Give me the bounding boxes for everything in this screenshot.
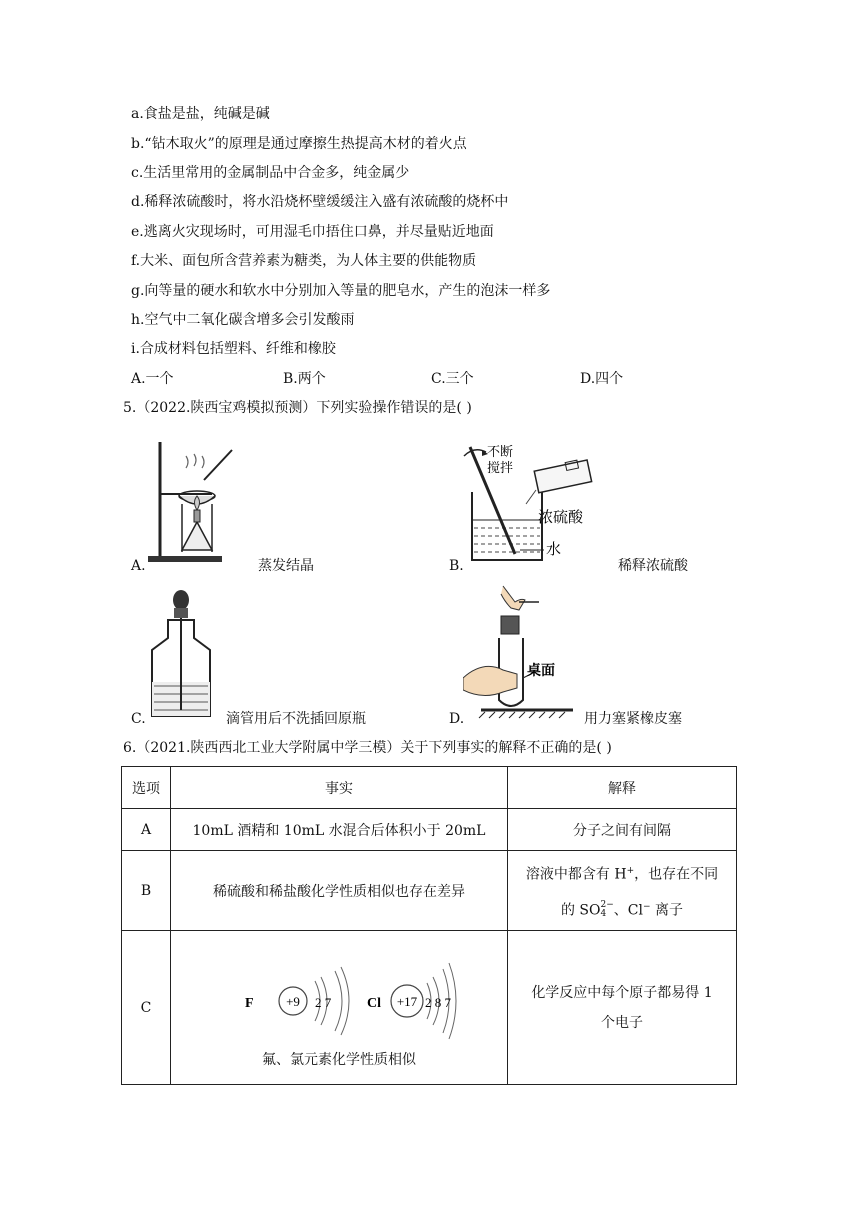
row-c-option: C: [122, 931, 171, 1085]
statement-f: f.大米、面包所含营养素为糖类，为人体主要的供能物质: [131, 253, 477, 269]
atom-structure-diagram: [219, 947, 459, 1043]
fluorine-nucleus: +9: [286, 993, 300, 1009]
q5-option-d-letter[interactable]: D.: [449, 711, 465, 727]
rubber-stopper-figure: [463, 582, 575, 720]
q5-option-c-letter[interactable]: C.: [131, 711, 146, 727]
table-header-row: [122, 767, 737, 809]
q4-option-c[interactable]: C.三个: [431, 371, 474, 387]
row-a-fact: 10mL 酒精和 10mL 水混合后体积小于 20mL: [171, 809, 508, 851]
q5-option-a-letter[interactable]: A.: [131, 558, 146, 574]
statement-h: h.空气中二氧化碳含增多会引发酸雨: [131, 312, 355, 328]
fluorine-shells: 2 7: [315, 994, 332, 1010]
row-a-option: A: [122, 809, 171, 851]
header-option: 选项: [122, 767, 171, 809]
header-fact: 事实: [171, 767, 508, 809]
statement-b: b.“钻木取火”的原理是通过摩擦生热提高木材的着火点: [131, 136, 467, 152]
row-c-explain: 化学反应中每个原子都易得 1 个电子: [508, 931, 737, 1085]
table-row: [122, 931, 737, 1085]
label-bu-duan: 不断: [487, 444, 514, 459]
row-c-fact-cell: [171, 931, 508, 1085]
table-row: [122, 851, 737, 931]
fluorine-symbol: F: [245, 995, 254, 1011]
label-concentrated-acid: 浓硫酸: [538, 509, 584, 526]
q6-stem: 6.（2021.陕西西北工业大学附属中学三模）关于下列事实的解释不正确的是( ): [123, 740, 612, 756]
statement-g: g.向等量的硬水和软水中分别加入等量的肥皂水，产生的泡沫一样多: [131, 283, 551, 299]
q5-option-a-caption: 蒸发结晶: [258, 558, 314, 574]
table-row: [122, 809, 737, 851]
q5-option-c-caption: 滴管用后不洗插回原瓶: [226, 711, 366, 727]
statement-c: c.生活里常用的金属制品中合金多，纯金属少: [131, 165, 410, 181]
q4-option-a[interactable]: A.一个: [131, 371, 174, 387]
label-desktop: 桌面: [527, 662, 555, 678]
q5-option-d-caption: 用力塞紧橡皮塞: [584, 711, 682, 727]
statement-a: a.食盐是盐，纯碱是碱: [131, 106, 270, 122]
q5-stem: 5.（2022.陕西宝鸡模拟预测）下列实验操作错误的是( ): [123, 400, 472, 416]
row-a-explain: 分子之间有间隔: [508, 809, 737, 851]
q6-table: [121, 766, 737, 1085]
q4-option-b[interactable]: B.两个: [283, 371, 326, 387]
row-b-fact: 稀硫酸和稀盐酸化学性质相似也存在差异: [171, 851, 508, 931]
statement-e: e.逃离火灾现场时，可用湿毛巾捂住口鼻，并尽量贴近地面: [131, 224, 494, 240]
chlorine-shells: 2 8 7: [425, 994, 451, 1010]
row-b-option: B: [122, 851, 171, 931]
diluting-acid-figure: [460, 442, 600, 567]
evaporation-apparatus-figure: [142, 440, 242, 570]
row-b-explain: 溶液中都含有 H+，也存在不同 的 SO 2− 4 、Cl− 离子: [508, 851, 737, 931]
q5-option-b-caption: 稀释浓硫酸: [618, 558, 688, 574]
q5-option-b-letter[interactable]: B.: [449, 558, 464, 574]
header-explain: 解释: [508, 767, 737, 809]
chlorine-nucleus: +17: [396, 993, 418, 1009]
q4-option-d[interactable]: D.四个: [580, 371, 624, 387]
row-c-fact: 氟、氯元素化学性质相似: [262, 1051, 416, 1068]
statement-d: d.稀释浓硫酸时，将水沿烧杯壁缓缓注入盛有浓硫酸的烧杯中: [131, 194, 509, 210]
statement-i: i.合成材料包括塑料、纤维和橡胶: [131, 341, 336, 357]
label-jiaoban: 搅拌: [487, 460, 514, 475]
dropper-bottle-figure: [144, 586, 224, 722]
label-water: 水: [546, 541, 562, 558]
chlorine-symbol: Cl: [367, 995, 381, 1011]
